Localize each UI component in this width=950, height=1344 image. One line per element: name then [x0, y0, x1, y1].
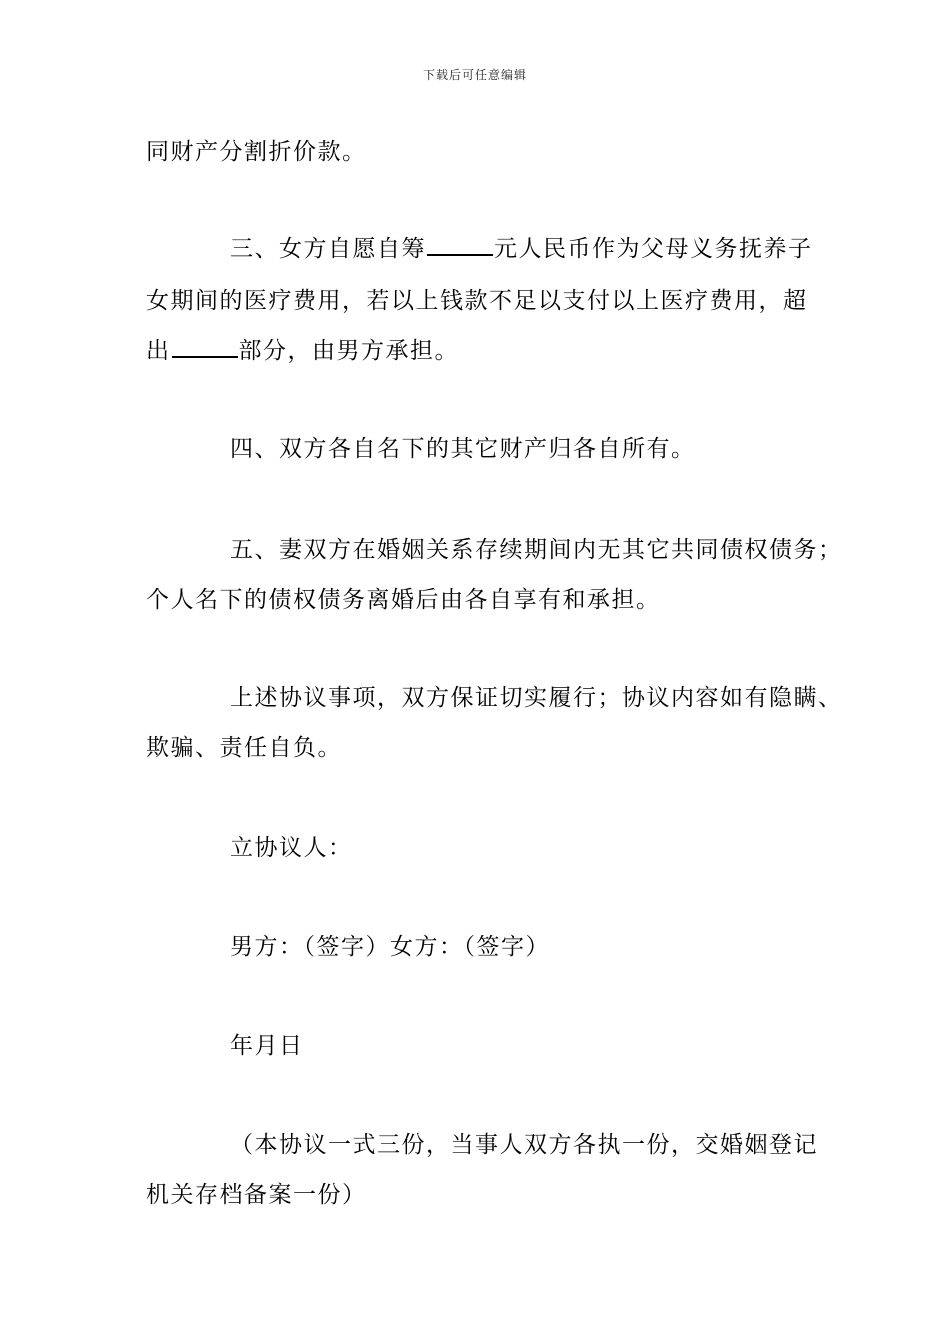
paragraph-line: 同财产分割折价款。 — [146, 139, 367, 165]
signatories-label: 立协议人： — [230, 835, 353, 861]
excess-blank — [172, 338, 238, 358]
clause-three-text-b: 元人民币作为父母义务抚养子 — [494, 236, 813, 262]
paragraph-clause-four: 四、双方各自名下的其它财产归各自所有。 — [230, 436, 696, 462]
paragraph-clause-three-line-end — [146, 336, 459, 366]
copies-note: （本协议一式三份，当事人双方各执一份，交婚姻登记 — [230, 1132, 818, 1158]
paragraph-line: 个人名下的债权债务离婚后由各自享有和承担。 — [146, 587, 661, 613]
clause-three-text-c: 出 — [146, 338, 171, 364]
page-header: 下载后可任意编辑 — [422, 68, 527, 82]
paragraph-line: 欺骗、责任自负。 — [146, 735, 342, 761]
paragraph-clause-five: 五、妻双方在婚姻关系存续期间内无其它共同债权债务； — [230, 537, 843, 563]
clause-three-text-a: 三、女方自愿自筹 — [230, 236, 426, 262]
paragraph-guarantee: 上述协议事项，双方保证切实履行；协议内容如有隐瞒、 — [230, 685, 843, 711]
signature-line: 男方：（签字）女方：（签字） — [230, 934, 550, 960]
paragraph-line: 女期间的医疗费用，若以上钱款不足以支付以上医疗费用，超 — [146, 288, 808, 314]
date-line: 年月日 — [230, 1033, 304, 1059]
clause-three-text-d: 部分，由男方承担。 — [238, 338, 459, 364]
paragraph-clause-three-line — [230, 234, 813, 264]
amount-blank — [427, 236, 493, 256]
paragraph-line: 机关存档备案一份） — [146, 1182, 367, 1208]
